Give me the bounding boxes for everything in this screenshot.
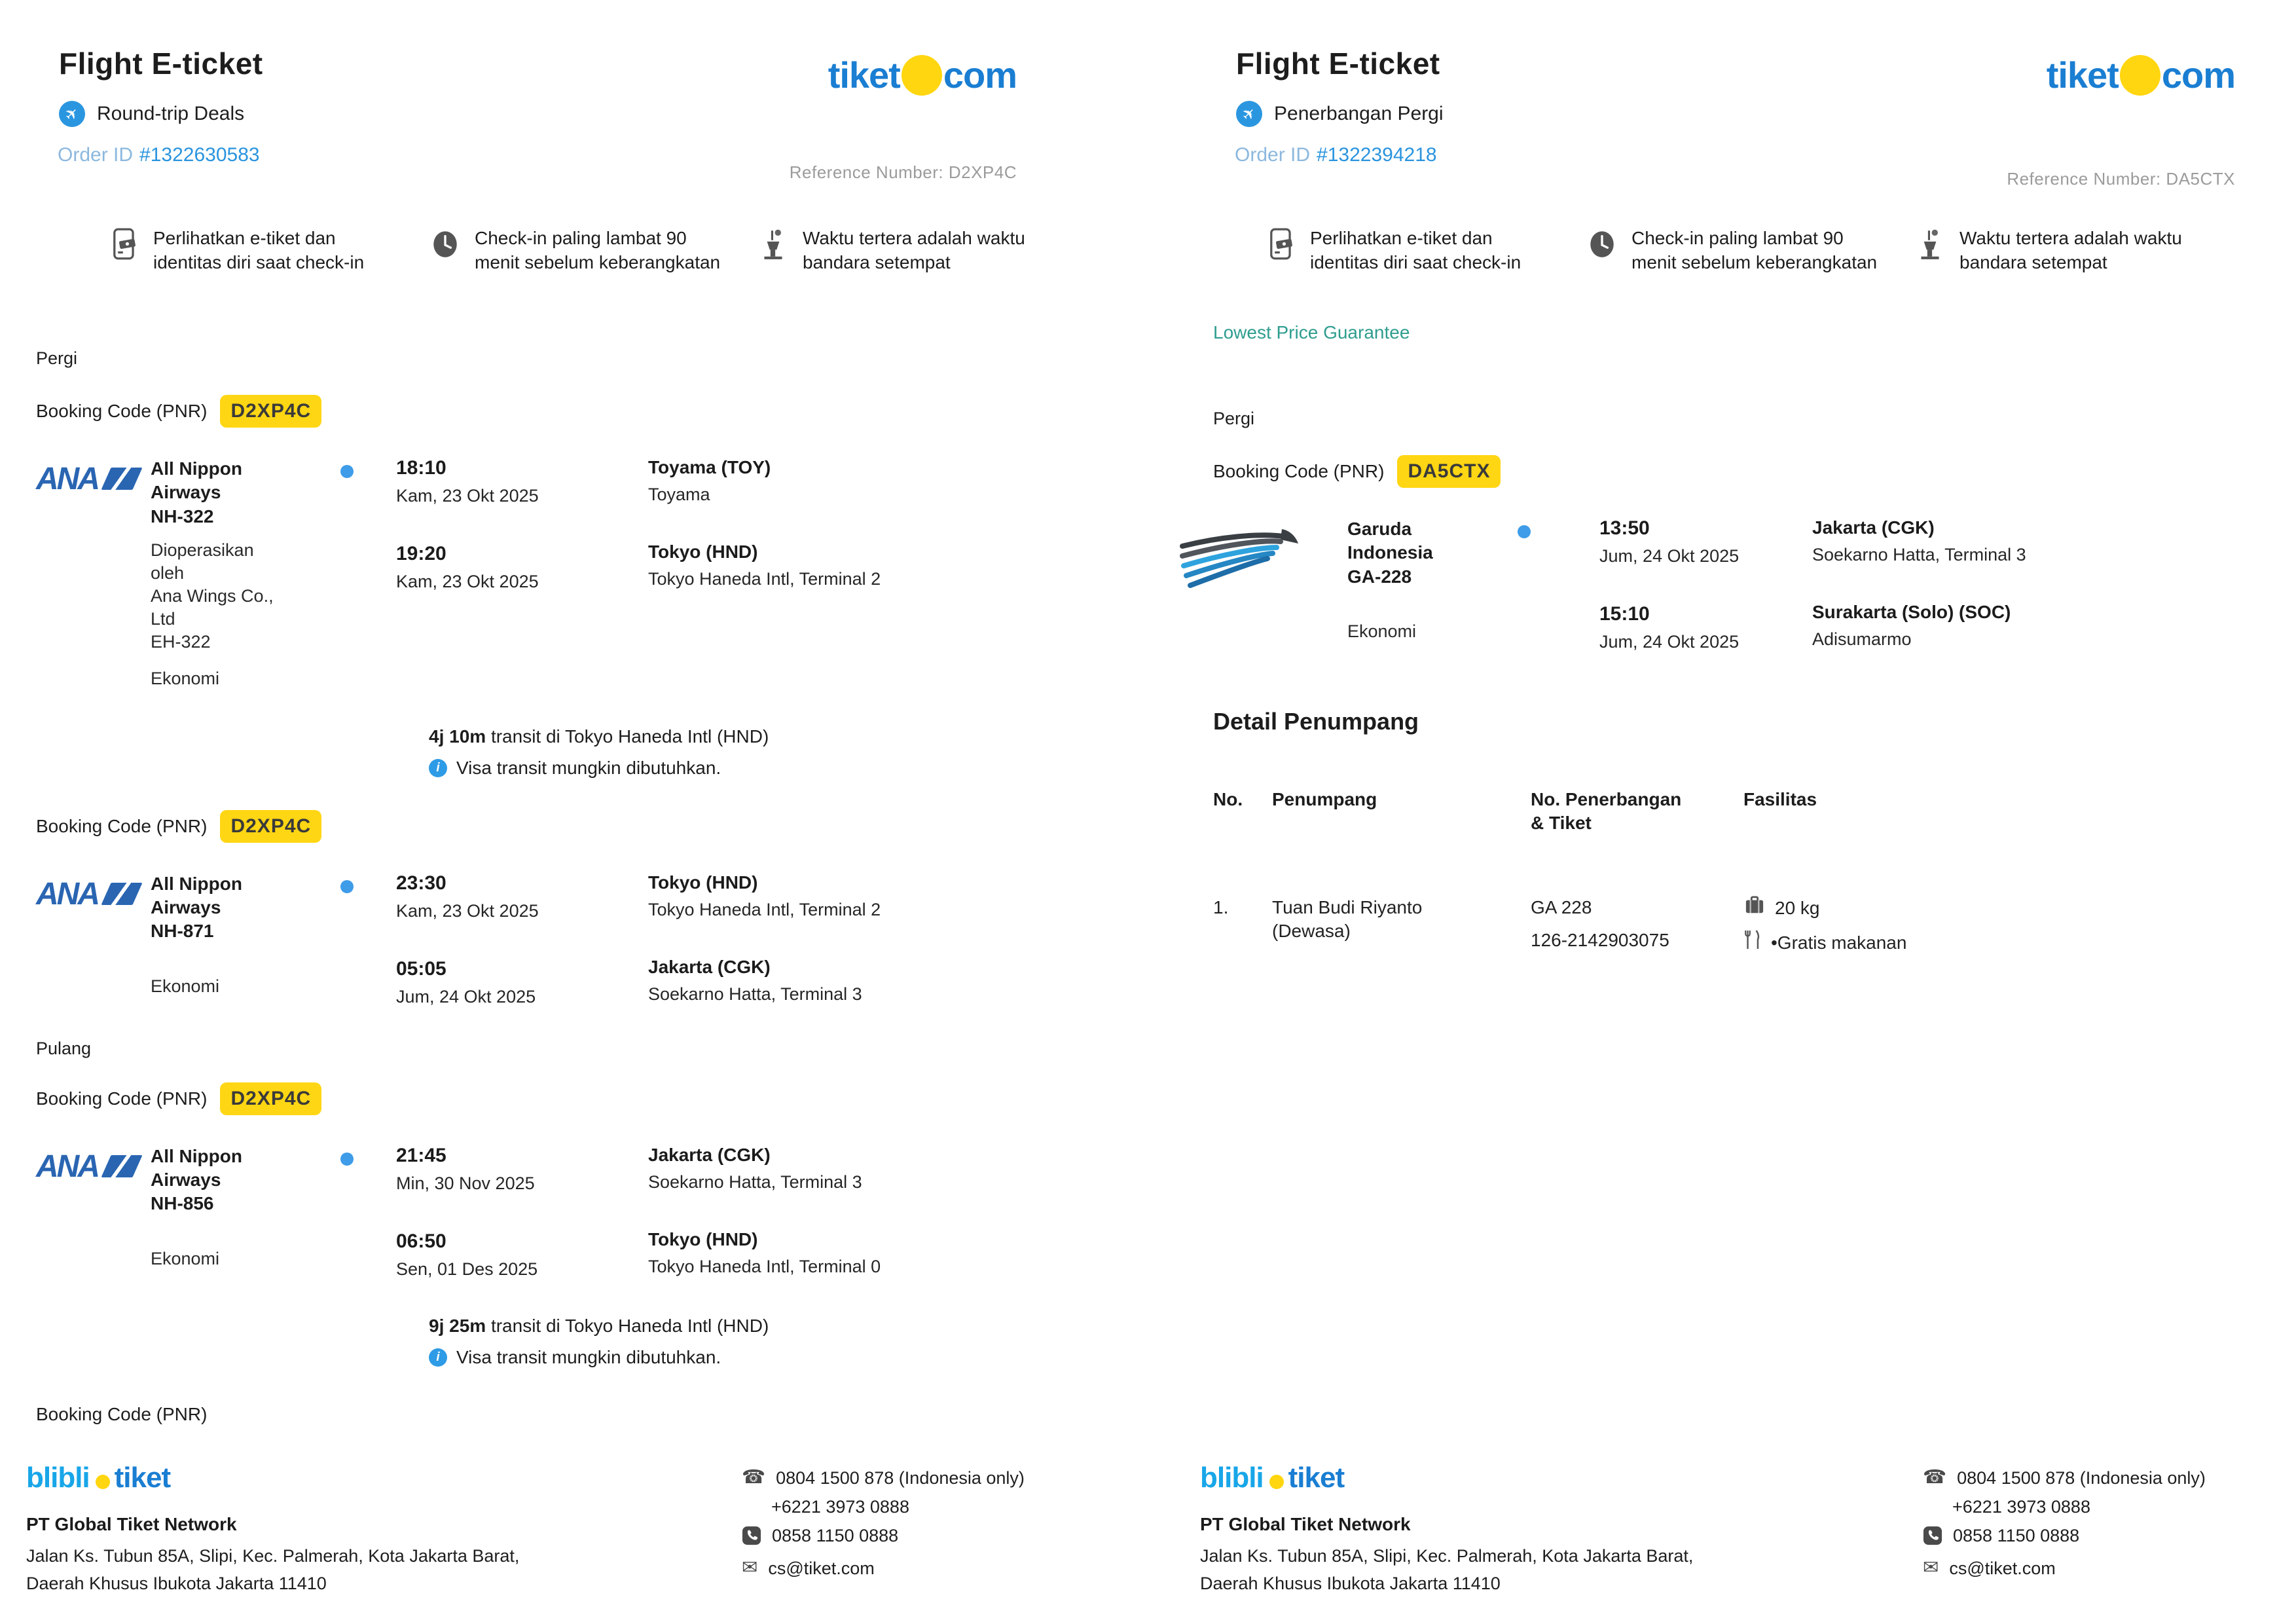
arrival-date: Jum, 24 Okt 2025 xyxy=(396,986,536,1006)
departure-date: Kam, 23 Okt 2025 xyxy=(396,485,539,506)
col-header-name: Penumpang xyxy=(1272,788,1377,809)
phone-icon: ☎ xyxy=(1923,1467,1947,1488)
reference-number: Reference Number: D2XP4C xyxy=(789,162,1017,182)
booking-code-row xyxy=(36,1082,1082,1115)
departure-time: 13:50 xyxy=(1599,517,1650,539)
eticket-page-outbound xyxy=(1148,0,2296,1624)
order-id-label: Order ID xyxy=(58,144,134,166)
passenger-table-row xyxy=(1213,896,2265,965)
order-id-row xyxy=(1235,144,2265,166)
booking-code-label: Booking Code (PNR) xyxy=(1213,460,1385,481)
email-address: cs@tiket.com xyxy=(768,1559,875,1579)
blibli-logo-dot-icon xyxy=(1269,1475,1284,1489)
footer xyxy=(1200,1462,2267,1598)
transit-duration: 4j 10m xyxy=(429,726,486,747)
footer-company-block xyxy=(26,1462,519,1598)
flight-airports xyxy=(635,1145,1082,1277)
ana-logo: ANA xyxy=(36,457,151,497)
trip-type-row xyxy=(1236,101,2265,127)
passenger-no: 1. xyxy=(1213,896,1229,917)
order-id-value: #1322630583 xyxy=(139,144,260,166)
notice-text: Check-in paling lambat 90 menit sebelum keberangkatan xyxy=(1631,228,1878,272)
transit-text: transit di Tokyo Haneda Intl (HND) xyxy=(490,726,769,747)
flight-no: GA 228 xyxy=(1531,896,1592,917)
route-dot-icon xyxy=(311,1145,383,1166)
notice-item xyxy=(1267,227,1559,275)
header xyxy=(36,46,1082,182)
airline-info xyxy=(151,457,311,690)
tiket-com-logo xyxy=(2047,54,2235,96)
arrival-time: 06:50 xyxy=(396,1230,446,1252)
booking-code-row xyxy=(36,810,1082,843)
flight-segment xyxy=(1177,517,2265,652)
departure-terminal: Toyama xyxy=(648,484,710,504)
departure-airport: Jakarta (CGK) xyxy=(648,1144,771,1165)
header xyxy=(1213,46,2265,189)
eticket-id-icon xyxy=(110,227,140,275)
notice-item xyxy=(431,227,730,275)
airline-name: Airways xyxy=(151,897,221,918)
whatsapp-number: 0858 1150 0888 xyxy=(1953,1526,2080,1546)
blibli-tiket-logo: blibli tiket xyxy=(26,1462,171,1494)
ticket-no: 126-2142903075 xyxy=(1531,930,1669,951)
notice-text: Waktu tertera adalah waktu bandara setempat xyxy=(1959,228,2182,272)
airline-info xyxy=(1315,517,1485,643)
notice-row xyxy=(1267,227,2265,275)
cabin-class: Ekonomi xyxy=(1347,621,1417,642)
notice-text: Perlihatkan e-tiket dan identitas diri saat check-in xyxy=(153,228,365,272)
clock-icon xyxy=(431,227,462,275)
tiket-logo-word: tiket xyxy=(828,54,900,96)
departure-terminal: Tokyo Haneda Intl, Terminal 2 xyxy=(648,899,881,919)
notice-text: Perlihatkan e-tiket dan identitas diri saat check-in xyxy=(1310,228,1522,272)
departure-airport: Toyama (TOY) xyxy=(648,456,771,477)
company-address: Jalan Ks. Tubun 85A, Slipi, Kec. Palmerah, Kota Jakarta Barat, Daerah Khusus Ibukota Jakarta 11410 xyxy=(26,1546,520,1594)
flight-segment xyxy=(36,872,1082,1007)
booking-code-label: Booking Code (PNR) xyxy=(36,815,208,836)
order-id-label: Order ID xyxy=(1235,144,1311,166)
departure-time: 21:45 xyxy=(396,1144,446,1166)
arrival-airport: Tokyo (HND) xyxy=(648,541,758,562)
mail-icon: ✉ xyxy=(1923,1557,1939,1579)
departure-date: Jum, 24 Okt 2025 xyxy=(1599,545,1740,566)
footer-contact-block xyxy=(742,1462,1085,1587)
footer xyxy=(26,1462,1085,1598)
flight-number: NH-322 xyxy=(151,506,214,526)
info-icon: i xyxy=(429,1348,447,1367)
booking-code-row xyxy=(1213,455,2265,488)
control-tower-icon xyxy=(1916,227,1946,275)
airline-name: All Nippon xyxy=(151,873,242,894)
notice-row xyxy=(110,227,1082,275)
company-name: PT Global Tiket Network xyxy=(26,1514,237,1535)
notice-text: Check-in paling lambat 90 menit sebelum keberangkatan xyxy=(475,228,721,272)
departure-time: 18:10 xyxy=(396,456,446,479)
meal-facility: •Gratis makanan xyxy=(1771,932,1907,953)
departure-terminal: Soekarno Hatta, Terminal 3 xyxy=(1812,544,2026,564)
tiket-logo-word: com xyxy=(943,54,1017,96)
cabin-class: Ekonomi xyxy=(151,668,220,688)
departure-terminal: Soekarno Hatta, Terminal 3 xyxy=(648,1172,862,1192)
visa-note: Visa transit mungkin dibutuhkan. xyxy=(456,1346,721,1367)
notice-text: Waktu tertera adalah waktu bandara setempat xyxy=(803,228,1025,272)
arrival-time: 15:10 xyxy=(1599,602,1650,625)
luggage-icon xyxy=(1743,896,1766,921)
notice-item xyxy=(110,227,402,275)
flight-segment xyxy=(36,457,1082,690)
footer-contact-block xyxy=(1923,1462,2267,1587)
direction-label-outbound: Pergi xyxy=(36,348,78,368)
booking-code-row-trailing xyxy=(36,1404,1082,1425)
company-name: PT Global Tiket Network xyxy=(1200,1514,1411,1535)
mail-icon: ✉ xyxy=(742,1557,758,1579)
route-dot-icon xyxy=(1485,517,1563,538)
blibli-logo-dot-icon xyxy=(96,1475,110,1489)
booking-code-row xyxy=(36,395,1082,428)
departure-airport: Jakarta (CGK) xyxy=(1812,517,1935,538)
col-header-flight-ticket: No. Penerbangan & Tiket xyxy=(1531,788,1682,834)
arrival-airport: Tokyo (HND) xyxy=(648,1228,758,1249)
arrival-time: 05:05 xyxy=(396,957,446,980)
flight-times xyxy=(1563,517,1779,652)
notice-item xyxy=(759,227,1065,275)
phone-primary: 0804 1500 878 (Indonesia only) xyxy=(776,1468,1025,1488)
arrival-airport: Surakarta (Solo) (SOC) xyxy=(1812,601,2011,622)
eticket-id-icon xyxy=(1267,227,1297,275)
airline-info xyxy=(151,872,311,998)
route-dot-icon xyxy=(311,872,383,893)
airline-name: Airways xyxy=(151,482,221,503)
route-dot-icon xyxy=(311,457,383,478)
passenger-name: Tuan Budi Riyanto (Dewasa) xyxy=(1272,896,1423,942)
page-title: Flight E-ticket xyxy=(59,46,263,81)
reference-number: Reference Number: DA5CTX xyxy=(2007,169,2235,189)
notice-item xyxy=(1916,227,2221,275)
whatsapp-number: 0858 1150 0888 xyxy=(772,1526,899,1546)
flight-airports xyxy=(635,457,1082,589)
phone-secondary: +6221 3973 0888 xyxy=(1952,1497,2090,1517)
airline-info xyxy=(151,1145,311,1270)
tiket-logo-dot-icon xyxy=(2120,55,2160,96)
tiket-logo-word: tiket xyxy=(2046,54,2119,96)
transit-note xyxy=(429,1316,1082,1368)
plane-circle-icon: ✈ xyxy=(1236,101,1262,127)
transit-note xyxy=(429,726,1082,779)
whatsapp-icon xyxy=(742,1526,761,1550)
pnr-badge: D2XP4C xyxy=(220,395,321,428)
lowest-price-guarantee-badge: Lowest Price Guarantee xyxy=(1213,322,1410,342)
ana-logo: ANA xyxy=(36,1145,151,1185)
arrival-terminal: Soekarno Hatta, Terminal 3 xyxy=(648,984,862,1004)
cabin-class: Ekonomi xyxy=(151,1248,220,1268)
flight-times xyxy=(383,457,635,592)
departure-airport: Tokyo (HND) xyxy=(648,872,758,893)
flight-times xyxy=(383,1145,635,1280)
passenger-section-title: Detail Penumpang xyxy=(1213,707,1419,735)
phone-secondary: +6221 3973 0888 xyxy=(771,1497,909,1517)
operated-by: Dioperasikan oleh Ana Wings Co., Ltd EH-322 xyxy=(151,540,274,652)
pnr-badge: D2XP4C xyxy=(220,810,321,843)
airline-name: All Nippon xyxy=(151,1145,242,1166)
col-header-no: No. xyxy=(1213,788,1243,809)
arrival-terminal: Tokyo Haneda Intl, Terminal 0 xyxy=(648,1256,881,1276)
tiket-com-logo xyxy=(828,54,1017,96)
trip-type-row xyxy=(59,101,1082,127)
airline-name: All Nippon xyxy=(151,458,242,479)
airline-name: Indonesia xyxy=(1347,542,1433,563)
pnr-badge: D2XP4C xyxy=(220,1082,321,1115)
phone-icon: ☎ xyxy=(742,1467,766,1488)
flight-segment xyxy=(36,1145,1082,1280)
direction-label-outbound: Pergi xyxy=(1213,408,1255,428)
booking-code-label: Booking Code (PNR) xyxy=(36,400,208,421)
whatsapp-icon xyxy=(1923,1526,1942,1550)
blibli-tiket-logo: blibli tiket xyxy=(1200,1462,1345,1494)
flight-times xyxy=(383,872,635,1007)
departure-date: Kam, 23 Okt 2025 xyxy=(396,900,539,921)
phone-primary: 0804 1500 878 (Indonesia only) xyxy=(1957,1468,2206,1488)
transit-duration: 9j 25m xyxy=(429,1315,486,1336)
trip-type-label: Round-trip Deals xyxy=(97,103,245,124)
flight-airports xyxy=(1779,517,2265,650)
ana-logo: ANA xyxy=(36,872,151,912)
arrival-terminal: Adisumarmo xyxy=(1812,629,1912,649)
arrival-terminal: Tokyo Haneda Intl, Terminal 2 xyxy=(648,568,881,589)
baggage-allowance: 20 kg xyxy=(1775,898,1820,919)
col-header-facilities: Fasilitas xyxy=(1743,788,1817,809)
tiket-logo-dot-icon xyxy=(902,55,942,96)
flight-number: NH-871 xyxy=(151,921,214,942)
trip-type-label: Penerbangan Pergi xyxy=(1274,103,1444,124)
arrival-date: Jum, 24 Okt 2025 xyxy=(1599,631,1740,652)
cabin-class: Ekonomi xyxy=(151,976,220,996)
visa-note: Visa transit mungkin dibutuhkan. xyxy=(456,757,721,778)
email-address: cs@tiket.com xyxy=(1949,1559,2056,1579)
departure-time: 23:30 xyxy=(396,872,446,894)
plane-circle-icon: ✈ xyxy=(59,101,85,127)
garuda-indonesia-logo xyxy=(1177,517,1315,600)
airline-name: Airways xyxy=(151,1170,221,1190)
arrival-airport: Jakarta (CGK) xyxy=(648,956,771,977)
pnr-badge: DA5CTX xyxy=(1397,455,1501,488)
company-address: Jalan Ks. Tubun 85A, Slipi, Kec. Palmerah, Kota Jakarta Barat, Daerah Khusus Ibukota Jakarta 11410 xyxy=(1200,1546,1694,1594)
tiket-logo-word: com xyxy=(2161,54,2235,96)
meal-icon xyxy=(1743,929,1762,956)
clock-icon xyxy=(1588,227,1618,275)
flight-airports xyxy=(635,872,1082,1005)
page-title: Flight E-ticket xyxy=(1236,46,1440,81)
notice-item xyxy=(1588,227,1887,275)
arrival-date: Kam, 23 Okt 2025 xyxy=(396,571,539,591)
control-tower-icon xyxy=(759,227,790,275)
airline-name: Garuda xyxy=(1347,518,1412,539)
arrival-time: 19:20 xyxy=(396,542,446,564)
flight-and-ticket xyxy=(1531,896,1743,953)
footer-company-block xyxy=(1200,1462,1693,1598)
order-id-value: #1322394218 xyxy=(1317,144,1437,166)
flight-number: GA-228 xyxy=(1347,566,1412,587)
departure-date: Min, 30 Nov 2025 xyxy=(396,1173,535,1193)
passenger-table-header xyxy=(1213,788,2265,836)
direction-label-return: Pulang xyxy=(36,1038,92,1058)
facilities xyxy=(1743,896,2265,965)
info-icon: i xyxy=(429,759,447,777)
flight-number: NH-856 xyxy=(151,1193,214,1214)
arrival-date: Sen, 01 Des 2025 xyxy=(396,1259,538,1279)
transit-text: transit di Tokyo Haneda Intl (HND) xyxy=(490,1315,769,1336)
booking-code-label: Booking Code (PNR) xyxy=(36,1088,208,1109)
booking-code-label: Booking Code (PNR) xyxy=(36,1403,208,1424)
